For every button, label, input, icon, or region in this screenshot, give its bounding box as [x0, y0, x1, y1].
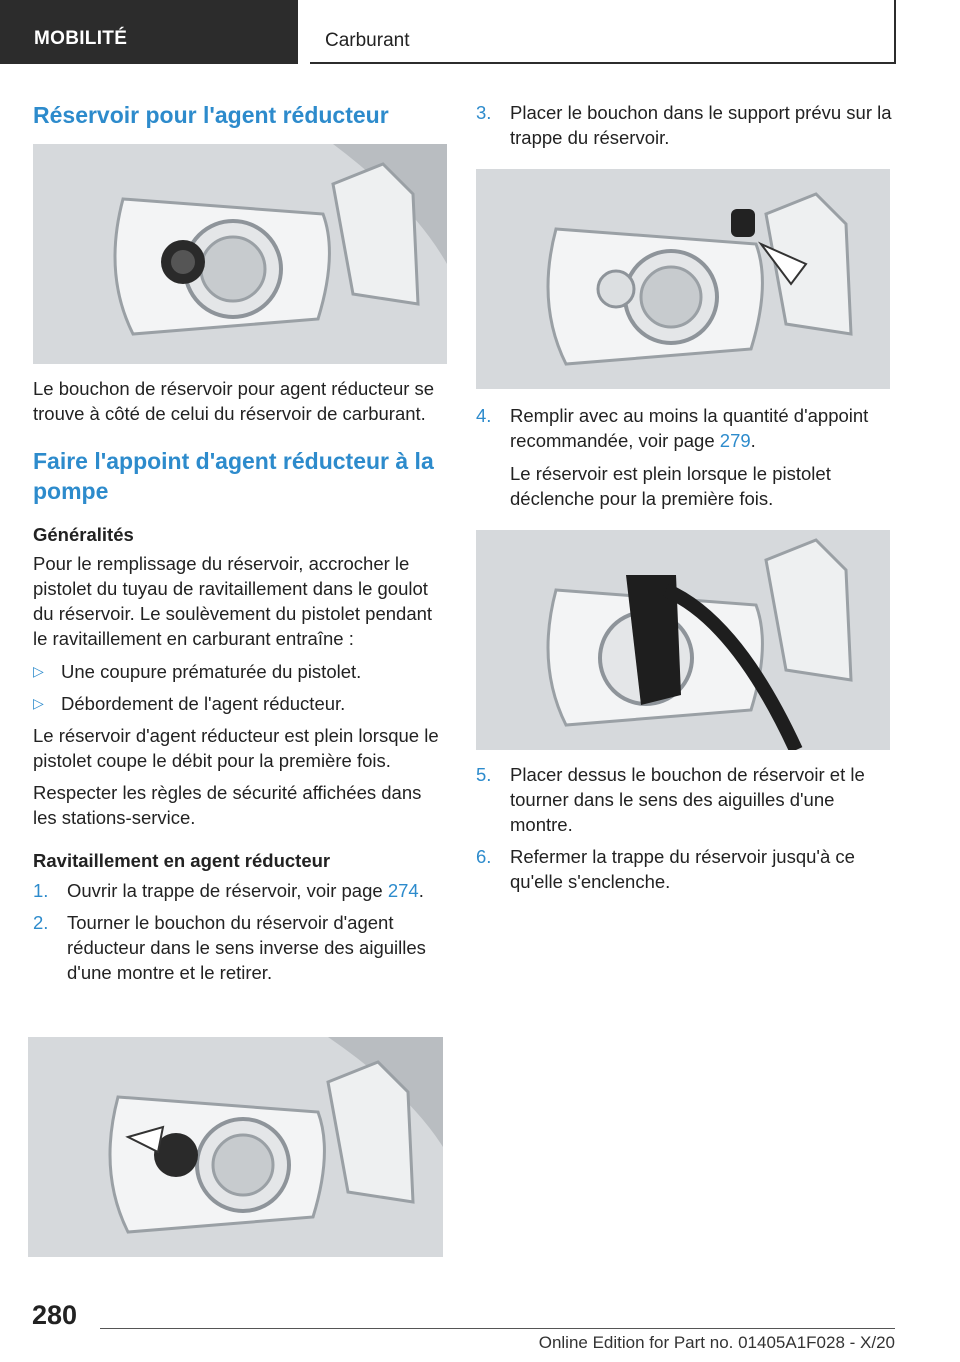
step-6 — [476, 844, 896, 894]
step-number: 4. — [476, 405, 492, 426]
step-text: Tourner le bouchon du réservoir d'agent réducteur dans le sens inverse des aiguilles d'une montre et le retirer. — [67, 912, 426, 983]
step-number: 2. — [33, 912, 49, 933]
triangle-bullet-icon: ▷ — [33, 695, 44, 711]
footer-edition: Online Edition for Part no. 01405A1F028 - X/20 — [538, 1333, 895, 1352]
fuel-flap-image-2 — [476, 169, 890, 389]
step-text: Ouvrir la trappe de réservoir, voir page — [67, 880, 388, 901]
step-number: 5. — [476, 764, 492, 785]
page-link-274[interactable]: 274 — [387, 880, 419, 901]
step-number: 6. — [476, 846, 492, 867]
bullet-item — [33, 659, 449, 684]
section-label: Carburant — [325, 30, 410, 51]
footer-divider — [100, 1328, 895, 1329]
step-number: 1. — [33, 880, 49, 901]
fuel-flap-image-4 — [28, 1037, 443, 1257]
step-5 — [476, 762, 896, 837]
step-text: Refermer la trappe du réservoir jusqu'à ce qu'elle s'enclenche. — [510, 846, 855, 892]
step-note: Le réservoir est plein lorsque le pistolet déclenche pour la première fois. — [510, 463, 831, 509]
step-4: 4. Remplir avec au moins la quantité d'appoint recommandée, voir page 279. Le réservoir est plein lorsque le pistolet déclenche pour la première fois. — [476, 403, 896, 511]
section-title-2: Faire l'appoint d'agent réducteur à la pompe — [33, 448, 434, 504]
fuel-flap-image-3 — [476, 530, 890, 750]
step-2 — [33, 910, 449, 985]
chapter-label: MOBILITÉ — [34, 28, 128, 49]
para-full-tank: Le réservoir d'agent réducteur est plein lorsque le pistolet coupe le débit pour la première fois. — [33, 725, 439, 771]
step-text: Placer dessus le bouchon de réservoir et le tourner dans le sens des aiguilles d'une montre. — [510, 764, 865, 835]
step-3 — [476, 100, 896, 150]
page-link-279[interactable]: 279 — [719, 430, 751, 451]
intro-text: Le bouchon de réservoir pour agent réducteur se trouve à côté de celui du réservoir de carburant. — [33, 378, 435, 424]
bullet-text: Une coupure prématurée du pistolet. — [61, 661, 362, 682]
page-number: 280 — [32, 1300, 78, 1330]
right-column — [476, 100, 896, 894]
refuel-heading: Ravitaillement en agent réducteur — [33, 850, 331, 871]
section-title: Réservoir pour l'agent réducteur — [33, 102, 389, 128]
left-column — [33, 100, 449, 985]
general-heading: Généralités — [33, 524, 134, 545]
fuel-flap-image-1 — [33, 144, 447, 364]
step-1: 1. Ouvrir la trappe de réservoir, voir page 274. — [33, 880, 424, 901]
bullet-item — [33, 691, 449, 716]
bullet-text: Débordement de l'agent réducteur. — [61, 693, 346, 714]
step-text: Remplir avec au moins la quantité d'appoint recommandée, voir page — [510, 405, 869, 451]
header-chapter-tab — [0, 0, 298, 64]
general-text: Pour le remplissage du réservoir, accrocher le pistolet du tuyau de ravitaillement dans le goulot du réservoir. Le soulèvement du pistolet pendant le ravitaillement en carburant entraîne : — [33, 553, 433, 649]
step-number: 3. — [476, 102, 492, 123]
step-text: Placer le bouchon dans le support prévu sur la trappe du réservoir. — [510, 102, 892, 148]
triangle-bullet-icon: ▷ — [33, 663, 44, 679]
header-section — [310, 0, 896, 64]
para-safety: Respecter les règles de sécurité affichées dans les stations-service. — [33, 782, 422, 828]
